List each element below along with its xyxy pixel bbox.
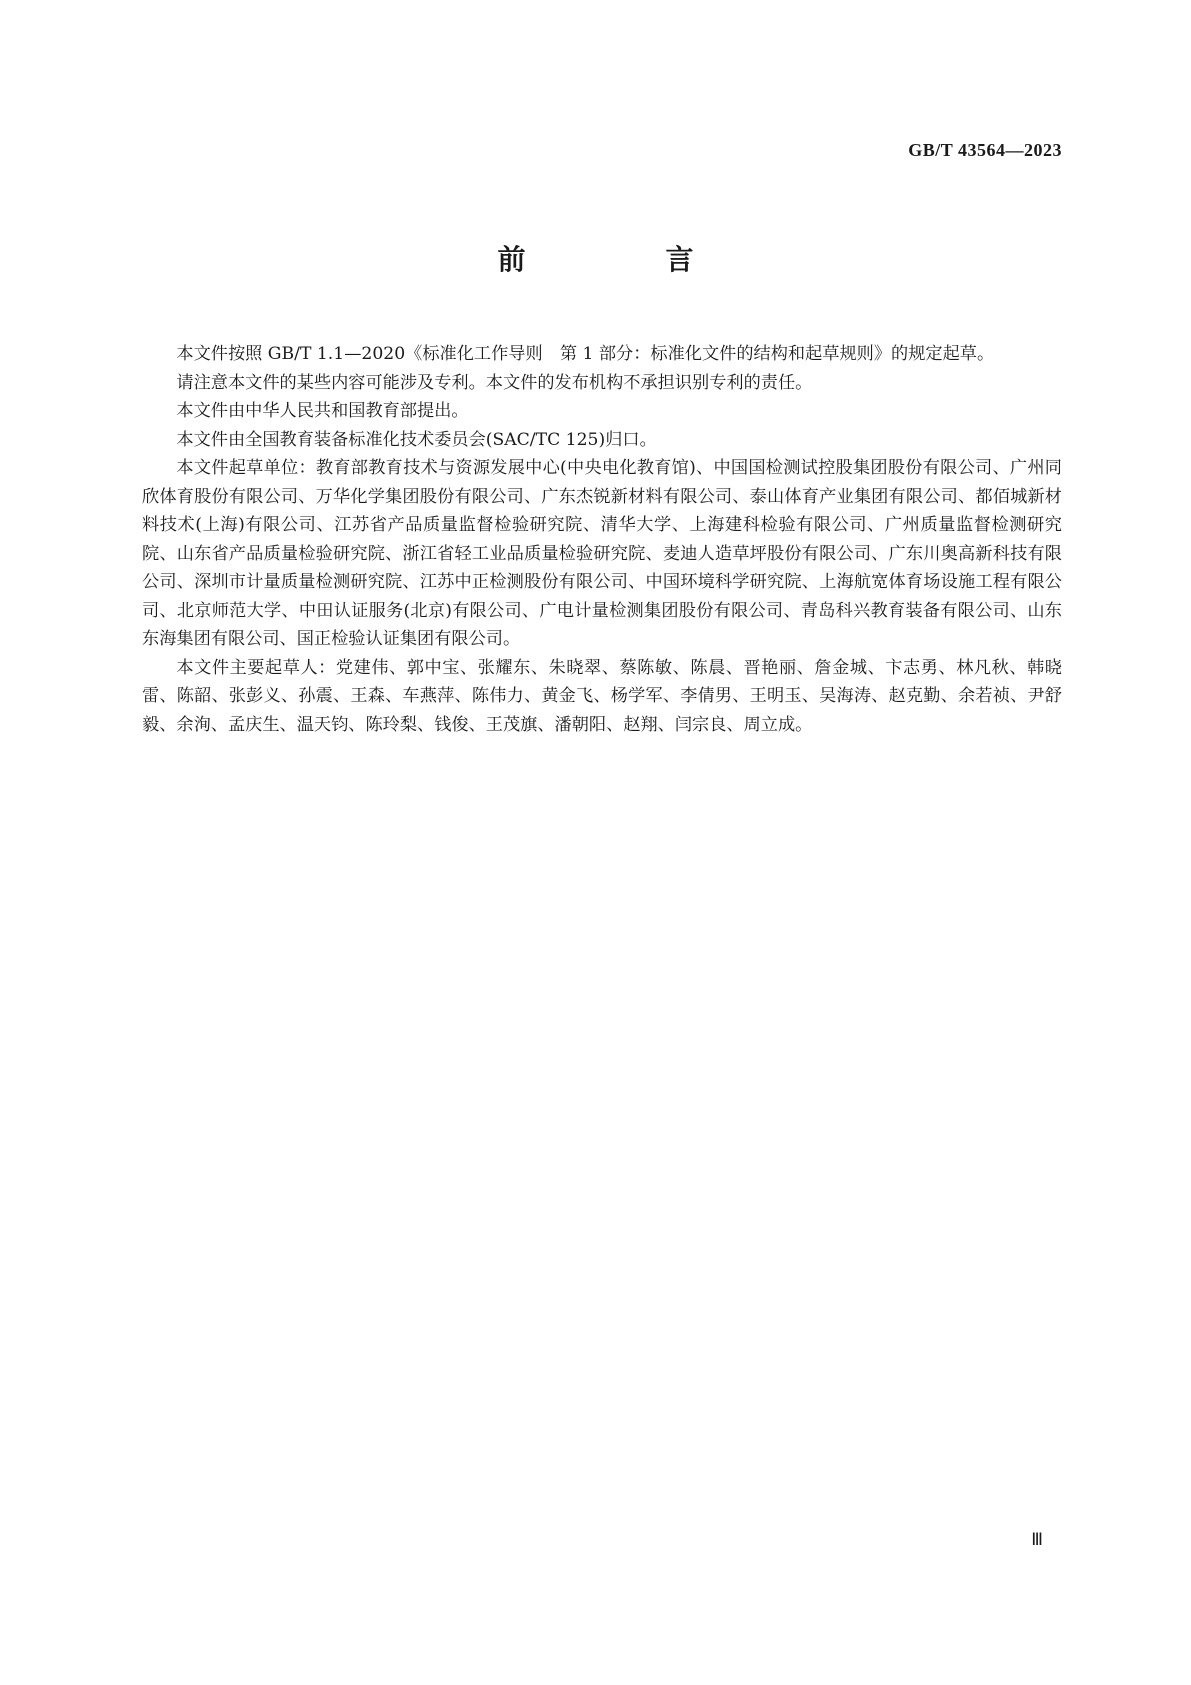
paragraph-committee: 本文件由全国教育装备标准化技术委员会(SAC/TC 125)归口。 (176, 429, 657, 450)
paragraph-drafters: 本文件主要起草人：党建伟、郭中宝、张耀东、朱晓翠、蔡陈敏、陈晨、晋艳丽、詹金城、卞志勇、林凡秋、韩晓雷、陈韶、张彭义、孙震、王森、车燕萍、陈伟力、黄金飞、杨学军、李倩男、王明玉、吴海涛、赵克勤、余若祯、尹舒毅、余洵、孟庆生、温天钧、陈玲梨、钱俊、王茂旗、潘朝阳、赵翔、闫宗良、周立成。 (142, 657, 1062, 735)
page-number: Ⅲ (1031, 1530, 1043, 1549)
paragraph-patent-notice: 请注意本文件的某些内容可能涉及专利。本文件的发布机构不承担识别专利的责任。 (176, 372, 813, 393)
standard-code: GB/T 43564—2023 (908, 140, 1062, 160)
foreword-body (142, 340, 1062, 739)
paragraph-proposer: 本文件由中华人民共和国教育部提出。 (176, 401, 469, 421)
page-title: 前 言 (497, 243, 750, 276)
paragraph-drafting-units: 本文件起草单位：教育部教育技术与资源发展中心(中央电化教育馆)、中国国检测试控股集团股份有限公司、广州同欣体育股份有限公司、万华化学集团股份有限公司、广东杰锐新材料有限公司、泰山体育产业集团有限公司、都佰城新材料技术(上海)有限公司、江苏省产品质量监督检验研究院、清华大学、上海建科检验有限公司、广州质量监督检测研究院、山东省产品质量检验研究院、浙江省轻工业品质量检验研究院、麦迪人造草坪股份有限公司、广东川奥高新科技有限公司、深圳市计量质量检测研究院、江苏中正检测股份有限公司、中国环境科学研究院、上海航宽体育场设施工程有限公司、北京师范大学、中田认证服务(北京)有限公司、广电计量检测集团股份有限公司、青岛科兴教育装备有限公司、山东东海集团有限公司、国正检验认证集团有限公司。 (142, 458, 1062, 649)
paragraph-drafting-rules: 本文件按照 GB/T 1.1—2020《标准化工作导则 第 1 部分：标准化文件的结构和起草规则》的规定起草。 (176, 344, 995, 364)
